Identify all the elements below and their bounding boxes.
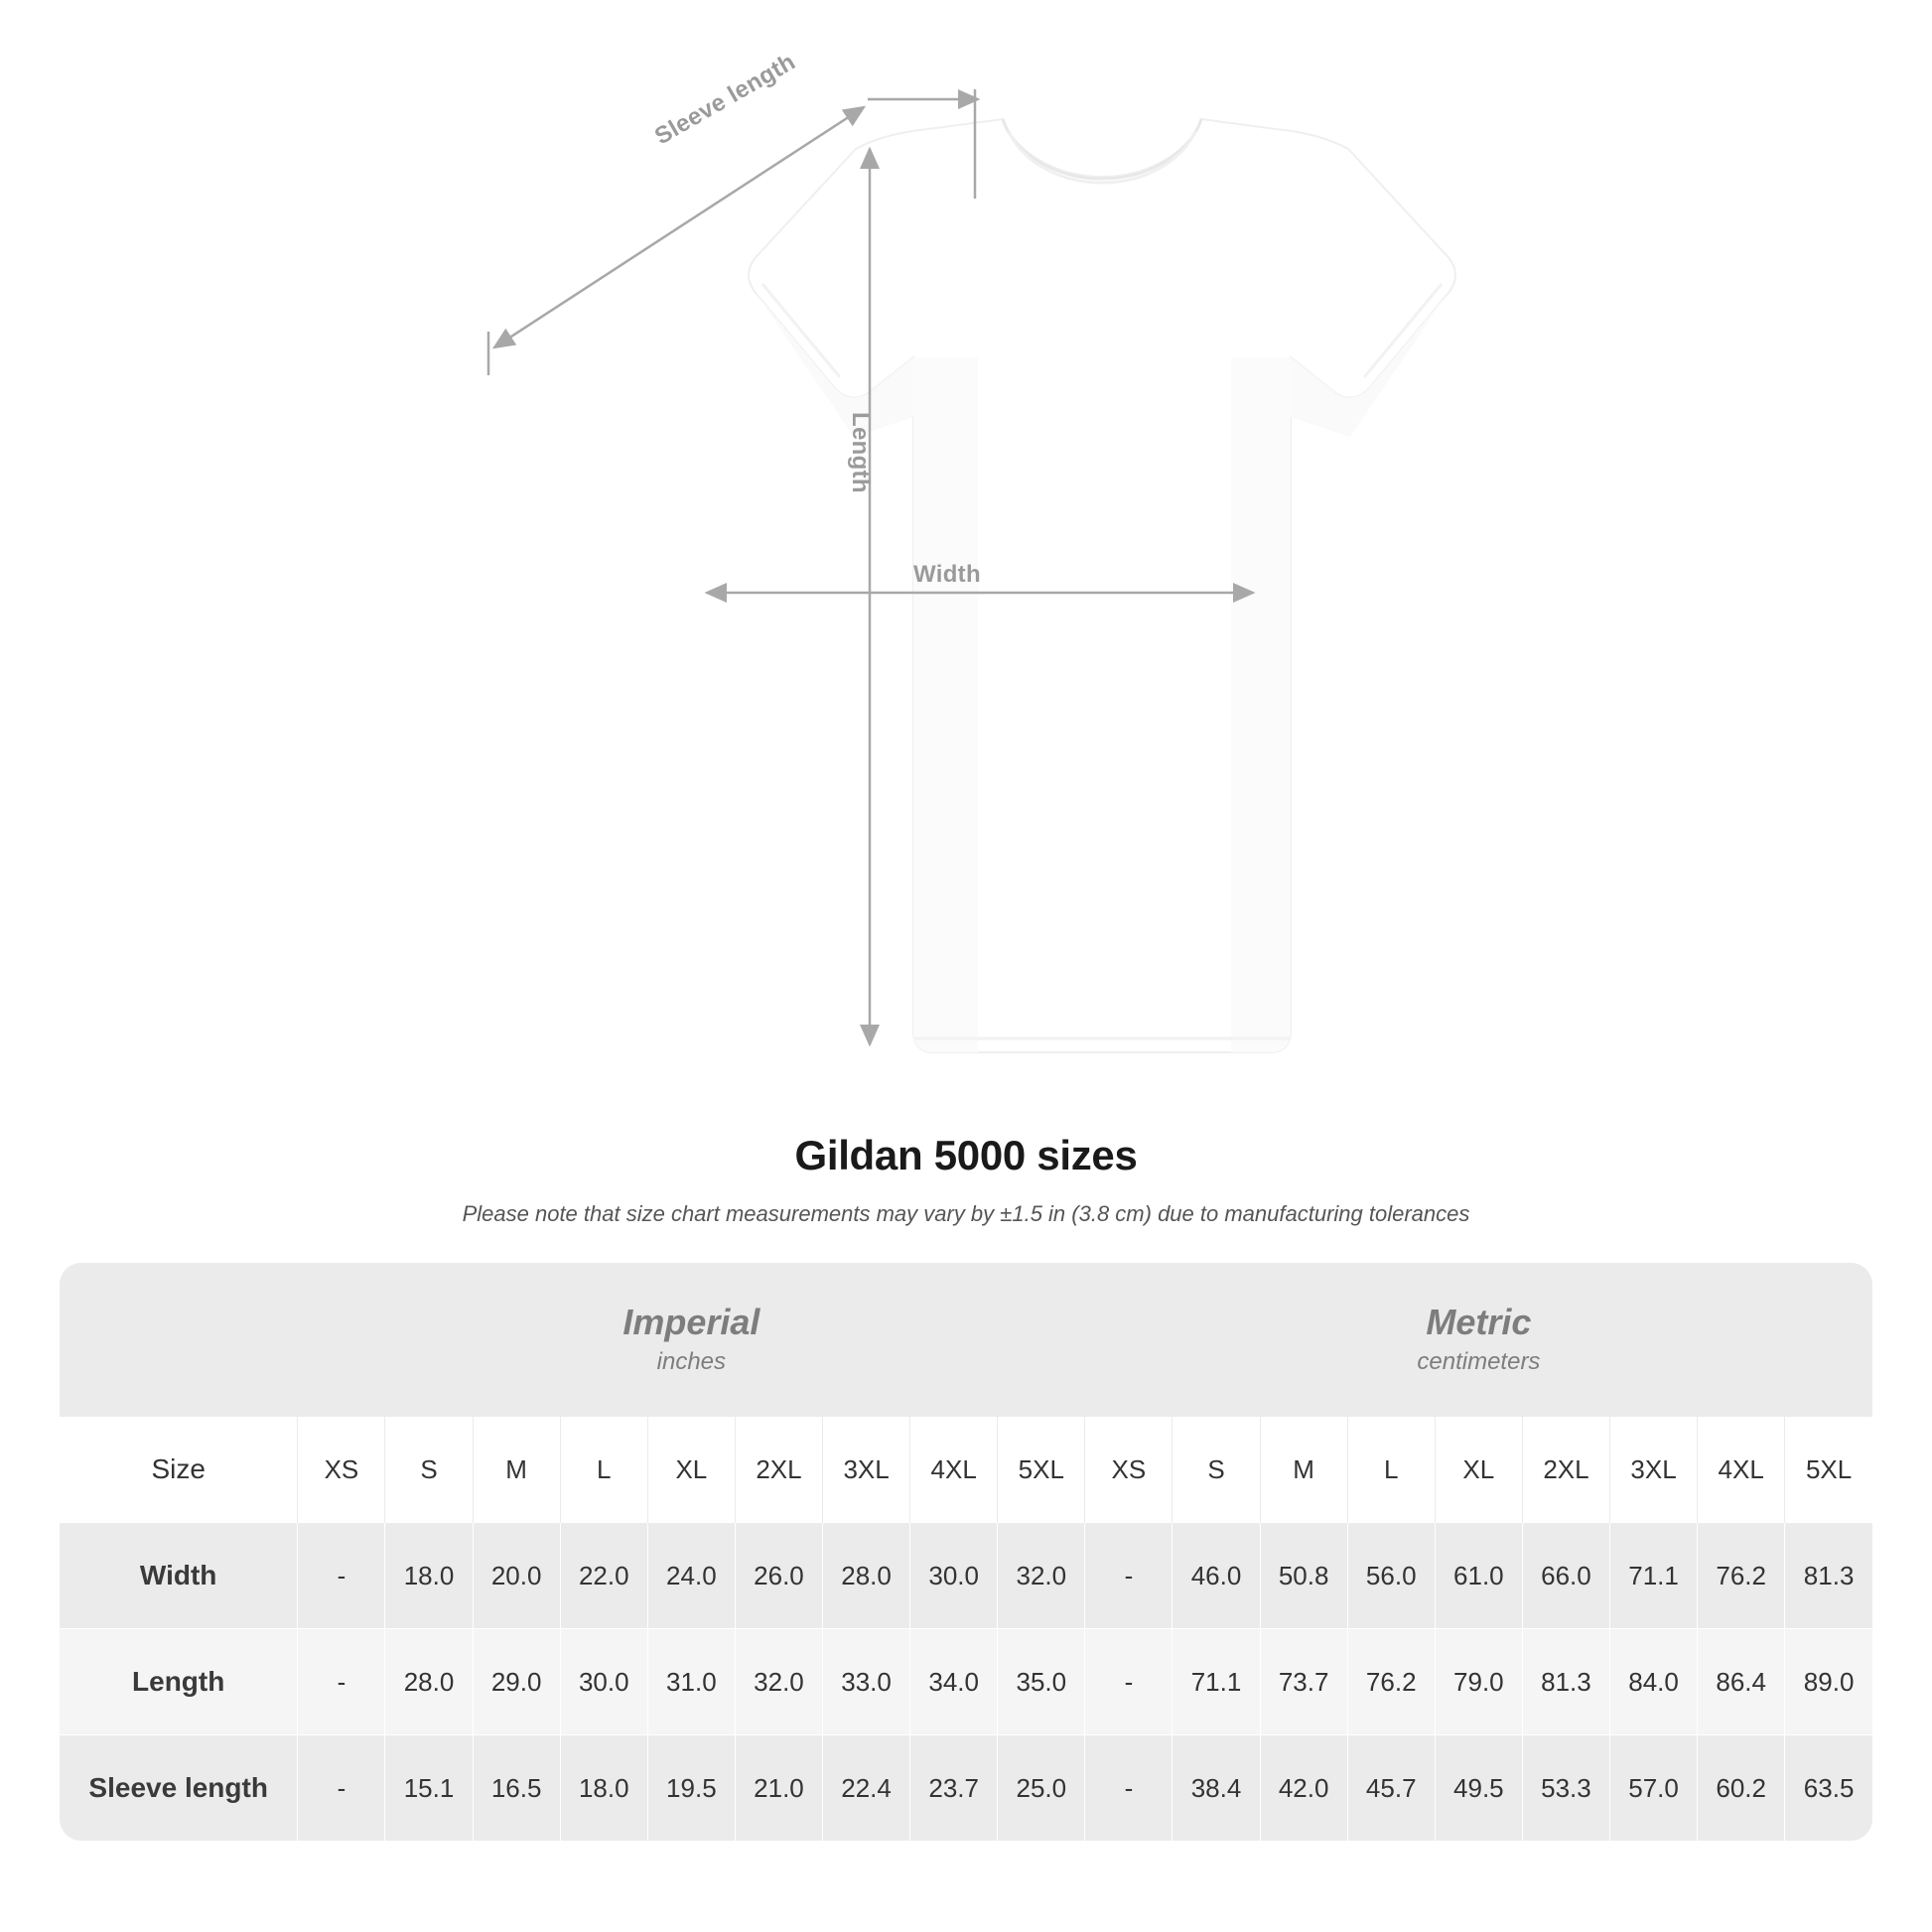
col-header-m-metric: M [1260,1417,1347,1523]
cell-width-metric-4xl: 76.2 [1698,1523,1785,1629]
cell-sleeve-metric-3xl: 57.0 [1610,1735,1698,1842]
col-header-l-imperial: L [560,1417,647,1523]
cell-width-metric-xs: - [1085,1523,1173,1629]
col-header-s-metric: S [1173,1417,1260,1523]
cell-sleeve-imperial-xl: 19.5 [647,1735,735,1842]
col-header-s-imperial: S [385,1417,473,1523]
cell-sleeve-imperial-3xl: 22.4 [823,1735,910,1842]
page-title: Gildan 5000 sizes [794,1132,1138,1178]
cell-width-imperial-5xl: 32.0 [998,1523,1085,1629]
sleeve-length-label: Sleeve length [650,48,800,151]
title-block [0,1132,1932,1227]
cell-width-imperial-l: 22.0 [560,1523,647,1629]
cell-width-metric-5xl: 81.3 [1785,1523,1872,1629]
col-header-4xl-metric: 4XL [1698,1417,1785,1523]
col-header-3xl-imperial: 3XL [823,1417,910,1523]
cell-sleeve-metric-xl: 49.5 [1435,1735,1522,1842]
cell-length-metric-5xl: 89.0 [1785,1629,1872,1735]
cell-width-metric-s: 46.0 [1173,1523,1260,1629]
col-header-xs-metric: XS [1085,1417,1173,1523]
table-row [60,1735,1872,1842]
cell-length-imperial-l: 30.0 [560,1629,647,1735]
cell-sleeve-imperial-m: 16.5 [473,1735,560,1842]
cell-length-imperial-xl: 31.0 [647,1629,735,1735]
cell-width-metric-3xl: 71.1 [1610,1523,1698,1629]
col-header-2xl-metric: 2XL [1522,1417,1609,1523]
size-chart-table [60,1263,1872,1841]
cell-sleeve-metric-xs: - [1085,1735,1173,1842]
cell-length-metric-xl: 79.0 [1435,1629,1522,1735]
cell-length-imperial-m: 29.0 [473,1629,560,1735]
col-header-3xl-metric: 3XL [1610,1417,1698,1523]
table-row [60,1629,1872,1735]
imperial-sub: inches [656,1348,727,1375]
cell-sleeve-metric-4xl: 60.2 [1698,1735,1785,1842]
cell-sleeve-metric-s: 38.4 [1173,1735,1260,1842]
size-chart-table-wrapper [60,1263,1872,1841]
cell-sleeve-imperial-2xl: 21.0 [735,1735,822,1842]
cell-sleeve-metric-l: 45.7 [1347,1735,1435,1842]
cell-length-metric-m: 73.7 [1260,1629,1347,1735]
unit-header-blank [60,1263,298,1417]
cell-width-imperial-xs: - [298,1523,385,1629]
length-label: Length [847,412,874,493]
cell-width-imperial-3xl: 28.0 [823,1523,910,1629]
col-header-xl-imperial: XL [647,1417,735,1523]
cell-sleeve-imperial-5xl: 25.0 [998,1735,1085,1842]
unit-header-metric [1085,1263,1872,1417]
cell-sleeve-imperial-4xl: 23.7 [910,1735,998,1842]
row-label-length: Length [60,1629,298,1735]
cell-width-imperial-s: 18.0 [385,1523,473,1629]
cell-length-imperial-3xl: 33.0 [823,1629,910,1735]
cell-width-imperial-xl: 24.0 [647,1523,735,1629]
cell-length-imperial-s: 28.0 [385,1629,473,1735]
cell-sleeve-imperial-s: 15.1 [385,1735,473,1842]
row-label-sleeve-length: Sleeve length [60,1735,298,1842]
cell-length-metric-s: 71.1 [1173,1629,1260,1735]
col-header-m-imperial: M [473,1417,560,1523]
tolerance-note: Please note that size chart measurements may vary by ±1.5 in (3.8 cm) due to manufacturing tolerances [462,1201,1470,1226]
cell-length-imperial-4xl: 34.0 [910,1629,998,1735]
col-header-xl-metric: XL [1435,1417,1522,1523]
cell-sleeve-metric-2xl: 53.3 [1522,1735,1609,1842]
col-header-4xl-imperial: 4XL [910,1417,998,1523]
cell-length-metric-3xl: 84.0 [1610,1629,1698,1735]
col-header-5xl-metric: 5XL [1785,1417,1872,1523]
metric-sub: centimeters [1417,1348,1541,1375]
unit-header-imperial [298,1263,1085,1417]
tshirt-shape [749,119,1455,1052]
cell-length-metric-l: 76.2 [1347,1629,1435,1735]
cell-sleeve-metric-m: 42.0 [1260,1735,1347,1842]
col-header-l-metric: L [1347,1417,1435,1523]
cell-sleeve-imperial-xs: - [298,1735,385,1842]
width-label: Width [913,561,981,588]
metric-name: Metric [1426,1302,1532,1342]
cell-width-metric-m: 50.8 [1260,1523,1347,1629]
cell-length-metric-xs: - [1085,1629,1173,1735]
row-label-width: Width [60,1523,298,1629]
cell-width-metric-l: 56.0 [1347,1523,1435,1629]
col-header-5xl-imperial: 5XL [998,1417,1085,1523]
cell-width-metric-xl: 61.0 [1435,1523,1522,1629]
cell-width-imperial-m: 20.0 [473,1523,560,1629]
size-header-label: Size [60,1417,298,1523]
cell-length-metric-4xl: 86.4 [1698,1629,1785,1735]
table-row [60,1523,1872,1629]
unit-header-row [60,1263,1872,1417]
col-header-2xl-imperial: 2XL [735,1417,822,1523]
cell-width-metric-2xl: 66.0 [1522,1523,1609,1629]
cell-width-imperial-4xl: 30.0 [910,1523,998,1629]
cell-length-imperial-xs: - [298,1629,385,1735]
cell-length-metric-2xl: 81.3 [1522,1629,1609,1735]
col-header-xs-imperial: XS [298,1417,385,1523]
imperial-name: Imperial [622,1302,760,1342]
cell-width-imperial-2xl: 26.0 [735,1523,822,1629]
cell-sleeve-metric-5xl: 63.5 [1785,1735,1872,1842]
size-header-row [60,1417,1872,1523]
cell-length-imperial-2xl: 32.0 [735,1629,822,1735]
cell-sleeve-imperial-l: 18.0 [560,1735,647,1842]
cell-length-imperial-5xl: 35.0 [998,1629,1085,1735]
